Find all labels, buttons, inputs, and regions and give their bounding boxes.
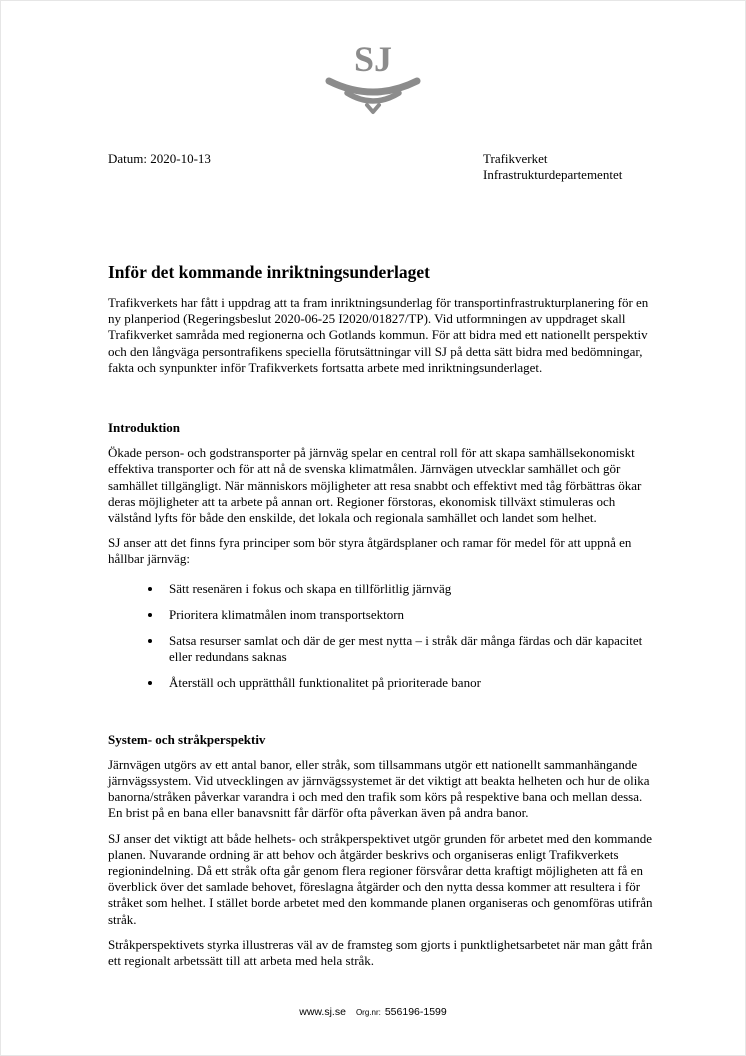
- footer-orgnr-value: 556196-1599: [384, 1006, 447, 1018]
- bullet-item: • Sätt resenären i fokus och skapa en tillförlitlig järnväg: [163, 581, 653, 597]
- sj-logo: [318, 37, 428, 122]
- recipient-block: [483, 151, 653, 183]
- date-line: Datum: 2020-10-13: [108, 151, 211, 166]
- document-body: [108, 261, 653, 978]
- document-title: Inför det kommande inriktningsunderlaget: [108, 262, 431, 282]
- recipient-name: Trafikverket: [483, 151, 548, 166]
- paragraph: Järnvägen utgörs av ett antal banor, eller stråk, som tillsammans utgör ett nationellt sammanhängande järnvägssystem. Vid utvecklingen av järnvägssystemet är det viktigt att beakta helheten och hur de olika banorna/stråken påverkar varandra i och med den trafik som körs på respektive bana och mellan dessa. En brist på en bana eller banavsnitt får därför ofta påverkan även på andra banor.: [108, 756, 650, 821]
- letter-header: [108, 151, 653, 183]
- bullet-item: • Prioritera klimatmålen inom transportsektorn: [163, 607, 653, 623]
- svg-text:SJ: SJ: [353, 39, 393, 79]
- intro-paragraph: Trafikverkets har fått i uppdrag att ta fram inriktningsunderlag för transportinfrastrukturplanering för en ny planperiod (Regeringsbeslut 2020-06-25 I2020/01827/TP). Vid utformningen av uppdraget skall Trafikverket samråda med regionerna och Gotlands kommun. För att bidra med ett nationellt perspektiv och den långväga persontrafikens speciella förutsättningar vill SJ på detta sätt bidra med bedömningar, fakta och synpunkter inför Trafikverkets fortsatta arbete med inriktningsunderlaget.: [108, 295, 649, 375]
- paragraph: SJ anser det viktigt att både helhets- och stråkperspektivet utgör grunden för arbetet med den kommande planen. Nuvarande ordning är att behov och åtgärder beskrivs och organiseras enligt Trafikverkets regionindelning. Då ett stråk ofta går genom flera regioner försvårar detta kraftigt möjligheten att få en överblick över det samlade behovet, föreslagna åtgärder och den nytta dessa kommer att resultera i för stråket som helhet. I stället borde arbetet med den kommande planen organiseras och genomföras utifrån stråk.: [108, 830, 653, 927]
- recipient-department: Infrastrukturdepartementet: [483, 167, 623, 182]
- principles-list: [108, 581, 653, 692]
- paragraph: Ökade person- och godstransporter på järnväg spelar en central roll för att skapa samhällsekonomiskt effektiva transporter och för att nå de svenska klimatmålen. Järnvägen utvecklar samhället och gör samhället tillgängligt. När människors möjligheter att resa snabbt och effektivt med tåg förbättras ökar deras möjligheter att ta arbete på annan ort. Regioner förstoras, ekonomisk tillväxt stimuleras och välstånd lyfts för både den enskilde, det lokala och regionala samhället och landet som helhet.: [108, 445, 642, 526]
- page-footer: [1, 1002, 745, 1020]
- paragraph: Stråkperspektivets styrka illustreras väl av de framsteg som gjorts i punktlighetsarbetet när man gått från ett regionalt arbetssätt till att arbeta med hela stråk.: [108, 936, 653, 969]
- footer-website: www.sj.se: [299, 1006, 346, 1018]
- section-heading-introduktion: Introduktion: [108, 420, 181, 436]
- section-heading-strakperspektiv: System- och stråkperspektiv: [108, 731, 266, 747]
- footer-orgnr-label: Org.nr:: [355, 1008, 381, 1017]
- sj-logo-icon: [323, 37, 423, 117]
- bullet-item: • Återställ och upprätthåll funktionalitet på prioriterade banor: [163, 675, 653, 691]
- bullet-item: • Satsa resurser samlat och där de ger mest nytta – i stråk där många färdas och där kapacitet eller redundans saknas: [163, 633, 653, 665]
- paragraph: SJ anser att det finns fyra principer som bör styra åtgärdsplaner och ramar för medel för att uppnå en hållbar järnväg:: [108, 535, 632, 567]
